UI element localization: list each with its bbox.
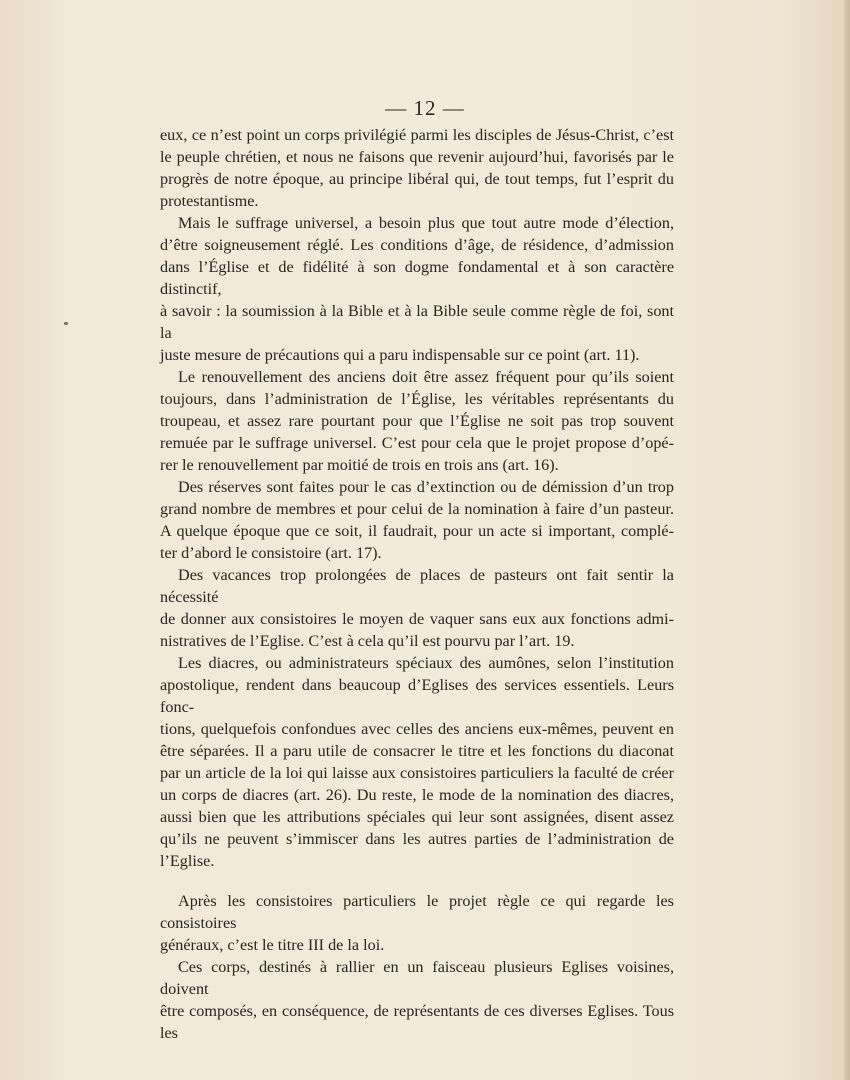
text-line: protestantisme. [160, 192, 259, 210]
text-line: A quelque époque que ce soit, il faudrait, pour un acte si important, complé- [160, 522, 674, 540]
text-line: grand nombre de membres et pour celui de la nomination à faire d’un pasteur. [160, 500, 674, 518]
text-line: troupeau, et assez rare pourtant pour que l’Église ne soit pas trop souvent [160, 412, 674, 430]
text-line: de donner aux consistoires le moyen de vaquer sans eux aux fonctions admi- [160, 610, 674, 628]
text-line: ter d’abord le consistoire (art. 17). [160, 544, 382, 562]
text-line: qu’ils ne peuvent s’immiscer dans les autres parties de l’administration de [160, 830, 674, 848]
text-line: nistratives de l’Eglise. C’est à cela qu’il est pourvu par l’art. 19. [160, 632, 575, 650]
text-line: le peuple chrétien, et nous ne faisons que revenir aujourd’hui, favorisés par le [160, 148, 674, 166]
text-line: Après les consistoires particuliers le projet règle ce qui regarde les consistoires [160, 892, 674, 932]
page-number: — 12 — [385, 96, 465, 120]
text-line: toujours, dans l’administration de l’Église, les véritables représentants du [160, 390, 674, 408]
section-gap [160, 872, 674, 890]
text-line: progrès de notre époque, au principe libéral qui, de tout temps, fut l’esprit du [160, 170, 674, 188]
text-line: Le renouvellement des anciens doit être assez fréquent pour qu’ils soient [178, 368, 674, 386]
text-line: rer le renouvellement par moitié de trois en trois ans (art. 16). [160, 456, 559, 474]
text-line: généraux, c’est le titre III de la loi. [160, 936, 385, 954]
text-line: à savoir : la soumission à la Bible et à la Bible seule comme règle de foi, sont la [160, 302, 674, 342]
text-line: un corps de diacres (art. 26). Du reste, le mode de la nomination des diacres, [160, 786, 674, 804]
text-line: Les diacres, ou administrateurs spéciaux des aumônes, selon l’institution [178, 654, 674, 672]
text-line: Des vacances trop prolongées de places de pasteurs ont fait sentir la nécessité [160, 566, 674, 606]
text-line: être séparées. Il a paru utile de consacrer le titre et les fonctions du diaconat [160, 742, 674, 760]
text-line: eux, ce n’est point un corps privilégié parmi les disciples de Jésus-Christ, c’est [160, 126, 674, 144]
text-line: l’Eglise. [160, 852, 215, 870]
text-line: aussi bien que les attributions spéciales qui leur sont assignées, disent assez [160, 808, 674, 826]
text-line: par un article de la loi qui laisse aux consistoires particuliers la faculté de créer [160, 764, 674, 782]
text-line: tions, quelquefois confondues avec celles des anciens eux-mêmes, peuvent en [160, 720, 674, 738]
page-edge [844, 0, 850, 1080]
margin-mark [64, 322, 68, 325]
text-line: d’être soigneusement réglé. Les conditions d’âge, de résidence, d’admission [160, 236, 674, 254]
text-line: Mais le suffrage universel, a besoin plus que tout autre mode d’élection, [178, 214, 674, 232]
text-line: juste mesure de précautions qui a paru indispensable sur ce point (art. 11). [160, 346, 640, 364]
text-line: Des réserves sont faites pour le cas d’extinction ou de démission d’un trop [178, 478, 674, 496]
text-line: apostolique, rendent dans beaucoup d’Eglises des services essentiels. Leurs fonc- [160, 676, 674, 716]
body-text [160, 124, 674, 1044]
text-line: remuée par le suffrage universel. C’est pour cela que le projet propose d’opé- [160, 434, 674, 452]
text-line: Ces corps, destinés à rallier en un faisceau plusieurs Eglises voisines, doivent [160, 958, 674, 998]
text-line: être composés, en conséquence, de représentants de ces diverses Eglises. Tous les [160, 1002, 674, 1042]
text-line: dans l’Église et de fidélité à son dogme fondamental et à son caractère distinctif, [160, 258, 674, 298]
